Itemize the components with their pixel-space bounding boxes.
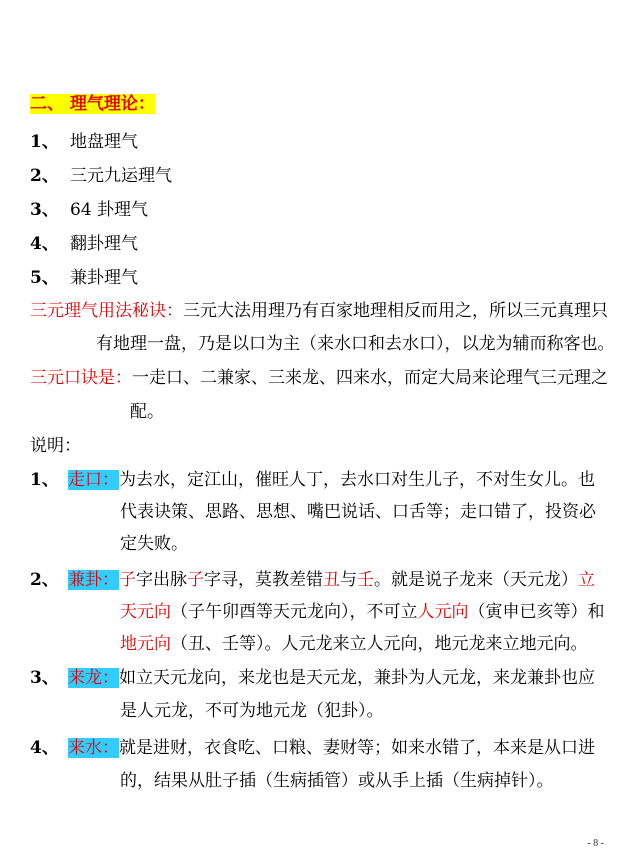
rich-text-segment: （丑、壬等）。人元龙来立人元向，地元龙来立地元向。 <box>171 634 588 654</box>
rich-text-segment: 子 <box>119 570 136 590</box>
explain-item-rich-text <box>120 602 605 622</box>
explain-item-line <box>120 767 554 795</box>
rich-text-segment: 与 <box>340 570 357 590</box>
explain-item-line <box>120 630 588 658</box>
explain-item-number: 2、 <box>30 570 59 590</box>
explain-item-text: 就是进财，衣食吃、口粮、妻财等；如来水错了，本来是从口进 <box>119 738 595 758</box>
secret-text: 配。 <box>130 402 164 422</box>
secret-paragraph-2 <box>30 364 608 392</box>
secret-label: 三元理气用法秘诀： <box>30 301 183 321</box>
list-item-number: 4、 <box>30 234 59 254</box>
explain-item-line <box>120 598 605 626</box>
rich-text-segment: （寅申已亥等）和 <box>468 602 605 622</box>
explain-item <box>30 734 59 762</box>
rich-text-segment: 丑 <box>323 570 340 590</box>
section-heading <box>30 90 155 118</box>
explain-item-line <box>68 466 595 494</box>
explain-item <box>30 466 59 494</box>
list-item-number: 3、 <box>30 200 59 220</box>
explain-item <box>30 566 59 594</box>
secret-paragraph-1-cont <box>96 330 615 358</box>
explain-label <box>30 432 81 460</box>
explain-item-number: 1、 <box>30 470 59 490</box>
secret-paragraph-2-cont <box>130 398 164 426</box>
explain-item-key: 来水： <box>68 738 119 758</box>
rich-text-segment: 人元向 <box>417 602 469 622</box>
rich-text-segment: 字出脉 <box>136 570 187 590</box>
explain-item-text: 如立天元龙向，来龙也是天元龙，兼卦为人元龙，来龙兼卦也应 <box>119 668 595 688</box>
secret-paragraph-1 <box>30 297 608 325</box>
explain-item-text: 是人元龙，不可为地元龙（犯卦）。 <box>120 701 384 721</box>
list-item-number: 5、 <box>30 268 59 288</box>
list-item-number: 1、 <box>30 132 59 152</box>
page-number: - 8 - <box>587 838 604 849</box>
rich-text-segment: （子午卯酉等天元龙向），不可立 <box>171 602 418 622</box>
list-item-number: 2、 <box>30 166 59 186</box>
rich-text-segment: 子 <box>187 570 204 590</box>
rich-text-segment: 立 <box>578 570 595 590</box>
secret-text: 一走口、二兼家、三来龙、四来水，而定大局来论理气三元理之 <box>132 368 608 388</box>
explain-item-line <box>68 664 595 692</box>
explain-item-rich-text <box>119 570 595 590</box>
explain-item <box>30 664 59 692</box>
rich-text-segment: 。就是说子龙来（天元龙） <box>374 570 578 590</box>
explain-item-key: 兼卦： <box>68 570 119 590</box>
explain-item-number: 4、 <box>30 738 59 758</box>
explain-item-text: 为去水，定江山，催旺人丁，去水口对生儿子，不对生女儿。也 <box>119 470 595 490</box>
list-item-text: 翻卦理气 <box>70 234 138 254</box>
list-item-text: 地盘理气 <box>70 132 138 152</box>
rich-text-segment: 天元向 <box>120 602 171 622</box>
explain-item-line <box>120 498 596 526</box>
list-item <box>30 230 138 258</box>
list-item-text: 64 卦理气 <box>70 200 149 220</box>
secret-text: 三元大法用理乃有百家地理相反而用之，所以三元真理只 <box>183 301 608 321</box>
section-heading-text: 二、 理气理论： <box>30 94 155 114</box>
list-item <box>30 128 138 156</box>
explain-item-rich-text <box>120 634 588 654</box>
explain-item-key: 来龙： <box>68 668 119 688</box>
explain-item-key: 走口： <box>68 470 119 490</box>
explain-item-line <box>120 697 384 725</box>
explain-item-text: 代表诀策、思路、思想、嘴巴说话、口舌等；走口错了，投资必 <box>120 502 596 522</box>
rich-text-segment: 壬 <box>357 570 374 590</box>
list-item <box>30 264 138 292</box>
explain-item-text: 定失败。 <box>120 534 188 554</box>
explain-item-text: 的，结果从肚子插（生病插管）或从手上插（生病掉针）。 <box>120 771 554 791</box>
list-item <box>30 196 149 224</box>
explain-label-text: 说明： <box>30 436 81 456</box>
list-item <box>30 162 172 190</box>
list-item-text: 兼卦理气 <box>70 268 138 288</box>
explain-item-number: 3、 <box>30 668 59 688</box>
explain-item-line <box>68 566 595 594</box>
secret-text: 有地理一盘，乃是以口为主（来水口和去水口），以龙为辅而称客也。 <box>96 334 615 354</box>
explain-item-line <box>68 734 595 762</box>
rich-text-segment: 字寻，莫教差错 <box>204 570 323 590</box>
rich-text-segment: 地元向 <box>120 634 171 654</box>
list-item-text: 三元九运理气 <box>70 166 172 186</box>
secret-label: 三元口诀是： <box>30 368 132 388</box>
explain-item-line <box>120 530 188 558</box>
